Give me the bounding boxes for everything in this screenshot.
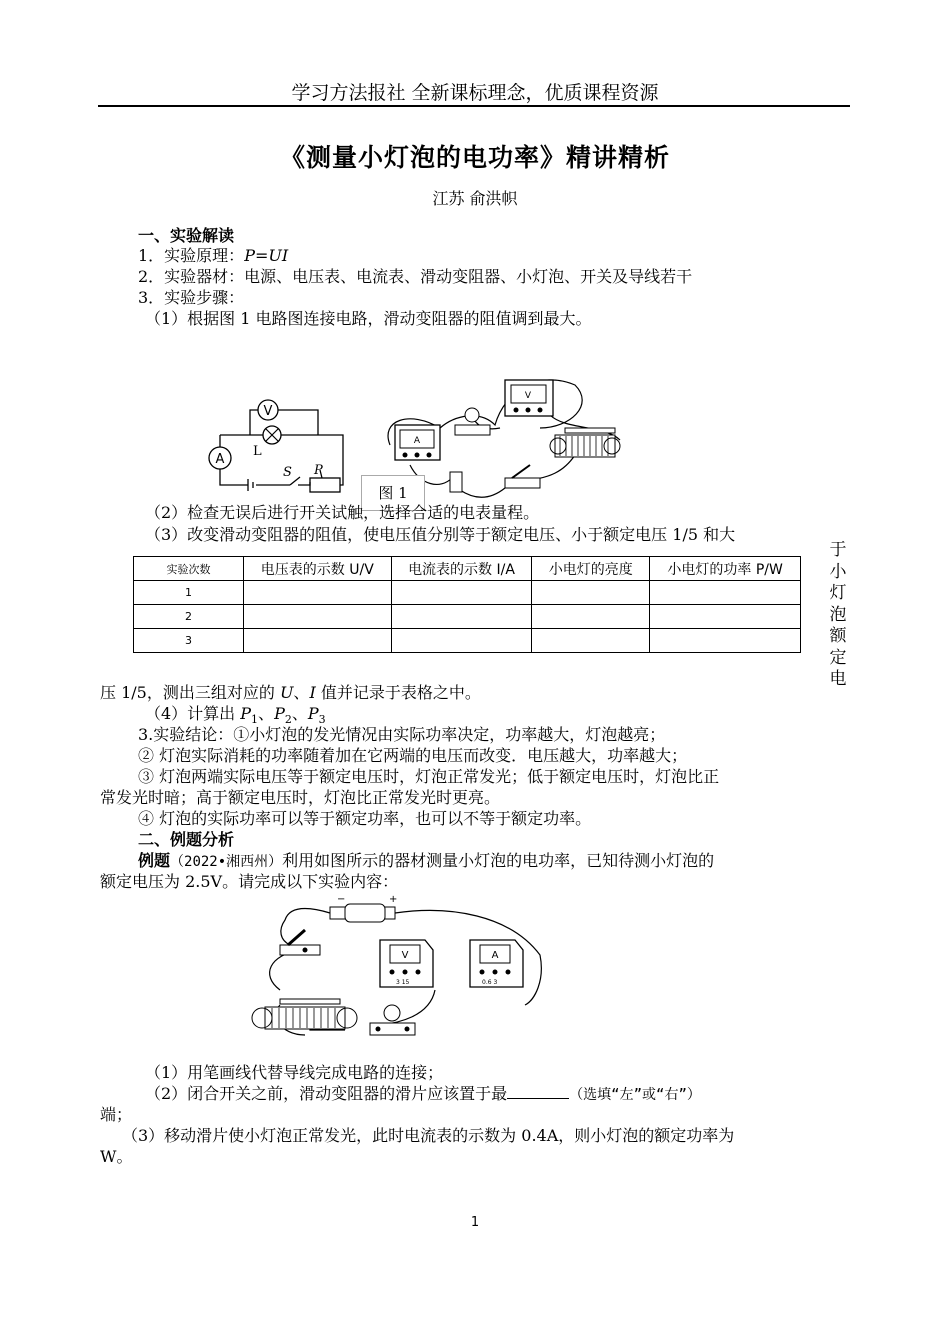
step-1: （1）根据图 1 电路图连接电路，滑动变阻器的阻值调到最大。: [145, 309, 592, 328]
battery-device: [450, 472, 462, 492]
lamp-device: [455, 408, 490, 435]
rheostat-label: P: [314, 463, 323, 478]
question-2-end: 端；: [100, 1105, 133, 1124]
conclusion-1: 3.实验结论：①小灯泡的发光情况由实际功率决定，功率越大，灯泡越亮；: [138, 725, 666, 744]
current-cell: [391, 629, 532, 653]
question-3-end: W。: [100, 1147, 133, 1166]
col-header-voltage: 电压表的示数 U/V: [243, 557, 391, 581]
svg-text:V: V: [524, 391, 532, 401]
power-cell: [650, 605, 801, 629]
lamp-label: L: [253, 444, 262, 459]
lamp-device: [370, 1005, 415, 1035]
author: 江苏 俞洪帜: [432, 189, 518, 208]
brightness-cell: [532, 605, 650, 629]
ammeter-device: [470, 940, 523, 987]
section1-heading: 一、实验解读: [138, 226, 235, 245]
svg-text:V: V: [401, 950, 409, 961]
table-row: [134, 605, 801, 629]
circuit-schematic: [200, 392, 360, 497]
svg-text:A: A: [491, 950, 499, 961]
svg-text:−: −: [337, 895, 346, 905]
brightness-cell: [532, 629, 650, 653]
svg-text:0.6 3: 0.6 3: [482, 979, 498, 986]
document-title: 《测量小灯泡的电功率》精讲精析: [279, 143, 670, 172]
conclusion-3a: ③ 灯泡两端实际电压等于额定电压时，灯泡正常发光；低于额定电压时，灯泡比正: [138, 767, 720, 786]
voltage-cell: [243, 581, 391, 605]
header-rule: [98, 105, 850, 107]
brightness-cell: [532, 581, 650, 605]
trial-number: 2: [134, 605, 244, 629]
voltmeter-device: [380, 940, 433, 987]
rheostat-device: [252, 999, 357, 1029]
table-row: [134, 581, 801, 605]
question-2: （2）闭合开关之前，滑动变阻器的滑片应该置于最 （选填“左”或“右”）: [145, 1084, 701, 1103]
experiment-table: [133, 556, 801, 653]
table-header-row: [134, 557, 801, 581]
col-header-power: 小电灯的功率 P/W: [650, 557, 801, 581]
step-4: （4）计算出 $P_1$、$P_2$、$P_3$: [145, 704, 326, 727]
steps-label: 3．实验步骤：: [138, 288, 245, 307]
conclusion-2: ② 灯泡实际消耗的功率随着加在它两端的电压而改变．电压越大，功率越大；: [138, 746, 688, 765]
col-header-current: 电流表的示数 I/A: [391, 557, 532, 581]
power-cell: [650, 629, 801, 653]
page-number: 1: [470, 1215, 480, 1230]
battery-holder: [330, 895, 397, 922]
page-header: 学习方法报社 全新课标理念，优质课程资源: [291, 82, 659, 104]
example-line-2: 额定电压为 2.5V。请完成以下实验内容：: [100, 872, 399, 891]
rheostat-device: [550, 428, 620, 457]
conclusion-4: ④ 灯泡的实际功率可以等于额定功率，也可以不等于额定功率。: [138, 809, 592, 828]
svg-text:3 15: 3 15: [396, 979, 410, 986]
answer-blank[interactable]: [507, 1084, 569, 1099]
trial-number: 3: [134, 629, 244, 653]
section2-heading: 二、例题分析: [138, 830, 235, 849]
svg-text:A: A: [413, 436, 421, 446]
equipment-line: 2．实验器材：电源、电压表、电流表、滑动变阻器、小灯泡、开关及导线若干: [138, 267, 693, 286]
conclusion-3b: 常发光时暗；高于额定电压时，灯泡比正常发光时更亮。: [100, 788, 501, 807]
step-2: （2）检查无误后进行开关试触，选择合适的电表量程。: [145, 503, 540, 522]
voltage-cell: [243, 605, 391, 629]
trial-number: 1: [134, 581, 244, 605]
table-row: [134, 629, 801, 653]
col-header-trial: 实验次数: [134, 557, 244, 581]
ammeter-label: A: [215, 452, 225, 467]
switch-label: S: [283, 465, 292, 480]
question-1: （1）用笔画线代替导线完成电路的连接；: [145, 1063, 444, 1082]
example-equipment-drawing: [250, 895, 550, 1050]
step-3-vertical-text: 于 小 灯 泡 额 定 电: [829, 540, 847, 689]
svg-text:+: +: [389, 895, 398, 905]
principle-line: 1．实验原理：P=UI: [138, 246, 289, 265]
switch-device: [505, 465, 540, 488]
col-header-brightness: 小电灯的亮度: [532, 557, 650, 581]
voltmeter-device: [505, 380, 553, 416]
step-3-continuation: 压 1/5，测出三组对应的 U、I 值并记录于表格之中。: [100, 683, 481, 702]
voltmeter-label: V: [263, 404, 273, 419]
voltage-cell: [243, 629, 391, 653]
example-line-1: 例题（2022•湘西州）利用如图所示的器材测量小灯泡的电功率，已知待测小灯泡的: [138, 851, 715, 870]
figure-1-caption: 图 1: [361, 475, 425, 511]
step-3: （3）改变滑动变阻器的阻值，使电压值分别等于额定电压、小于额定电压 1/5 和大: [145, 525, 736, 544]
ammeter-device: [395, 425, 440, 460]
current-cell: [391, 581, 532, 605]
question-3: （3）移动滑片使小灯泡正常发光，此时电流表的示数为 0.4A，则小灯泡的额定功率为: [122, 1126, 735, 1145]
current-cell: [391, 605, 532, 629]
power-cell: [650, 581, 801, 605]
